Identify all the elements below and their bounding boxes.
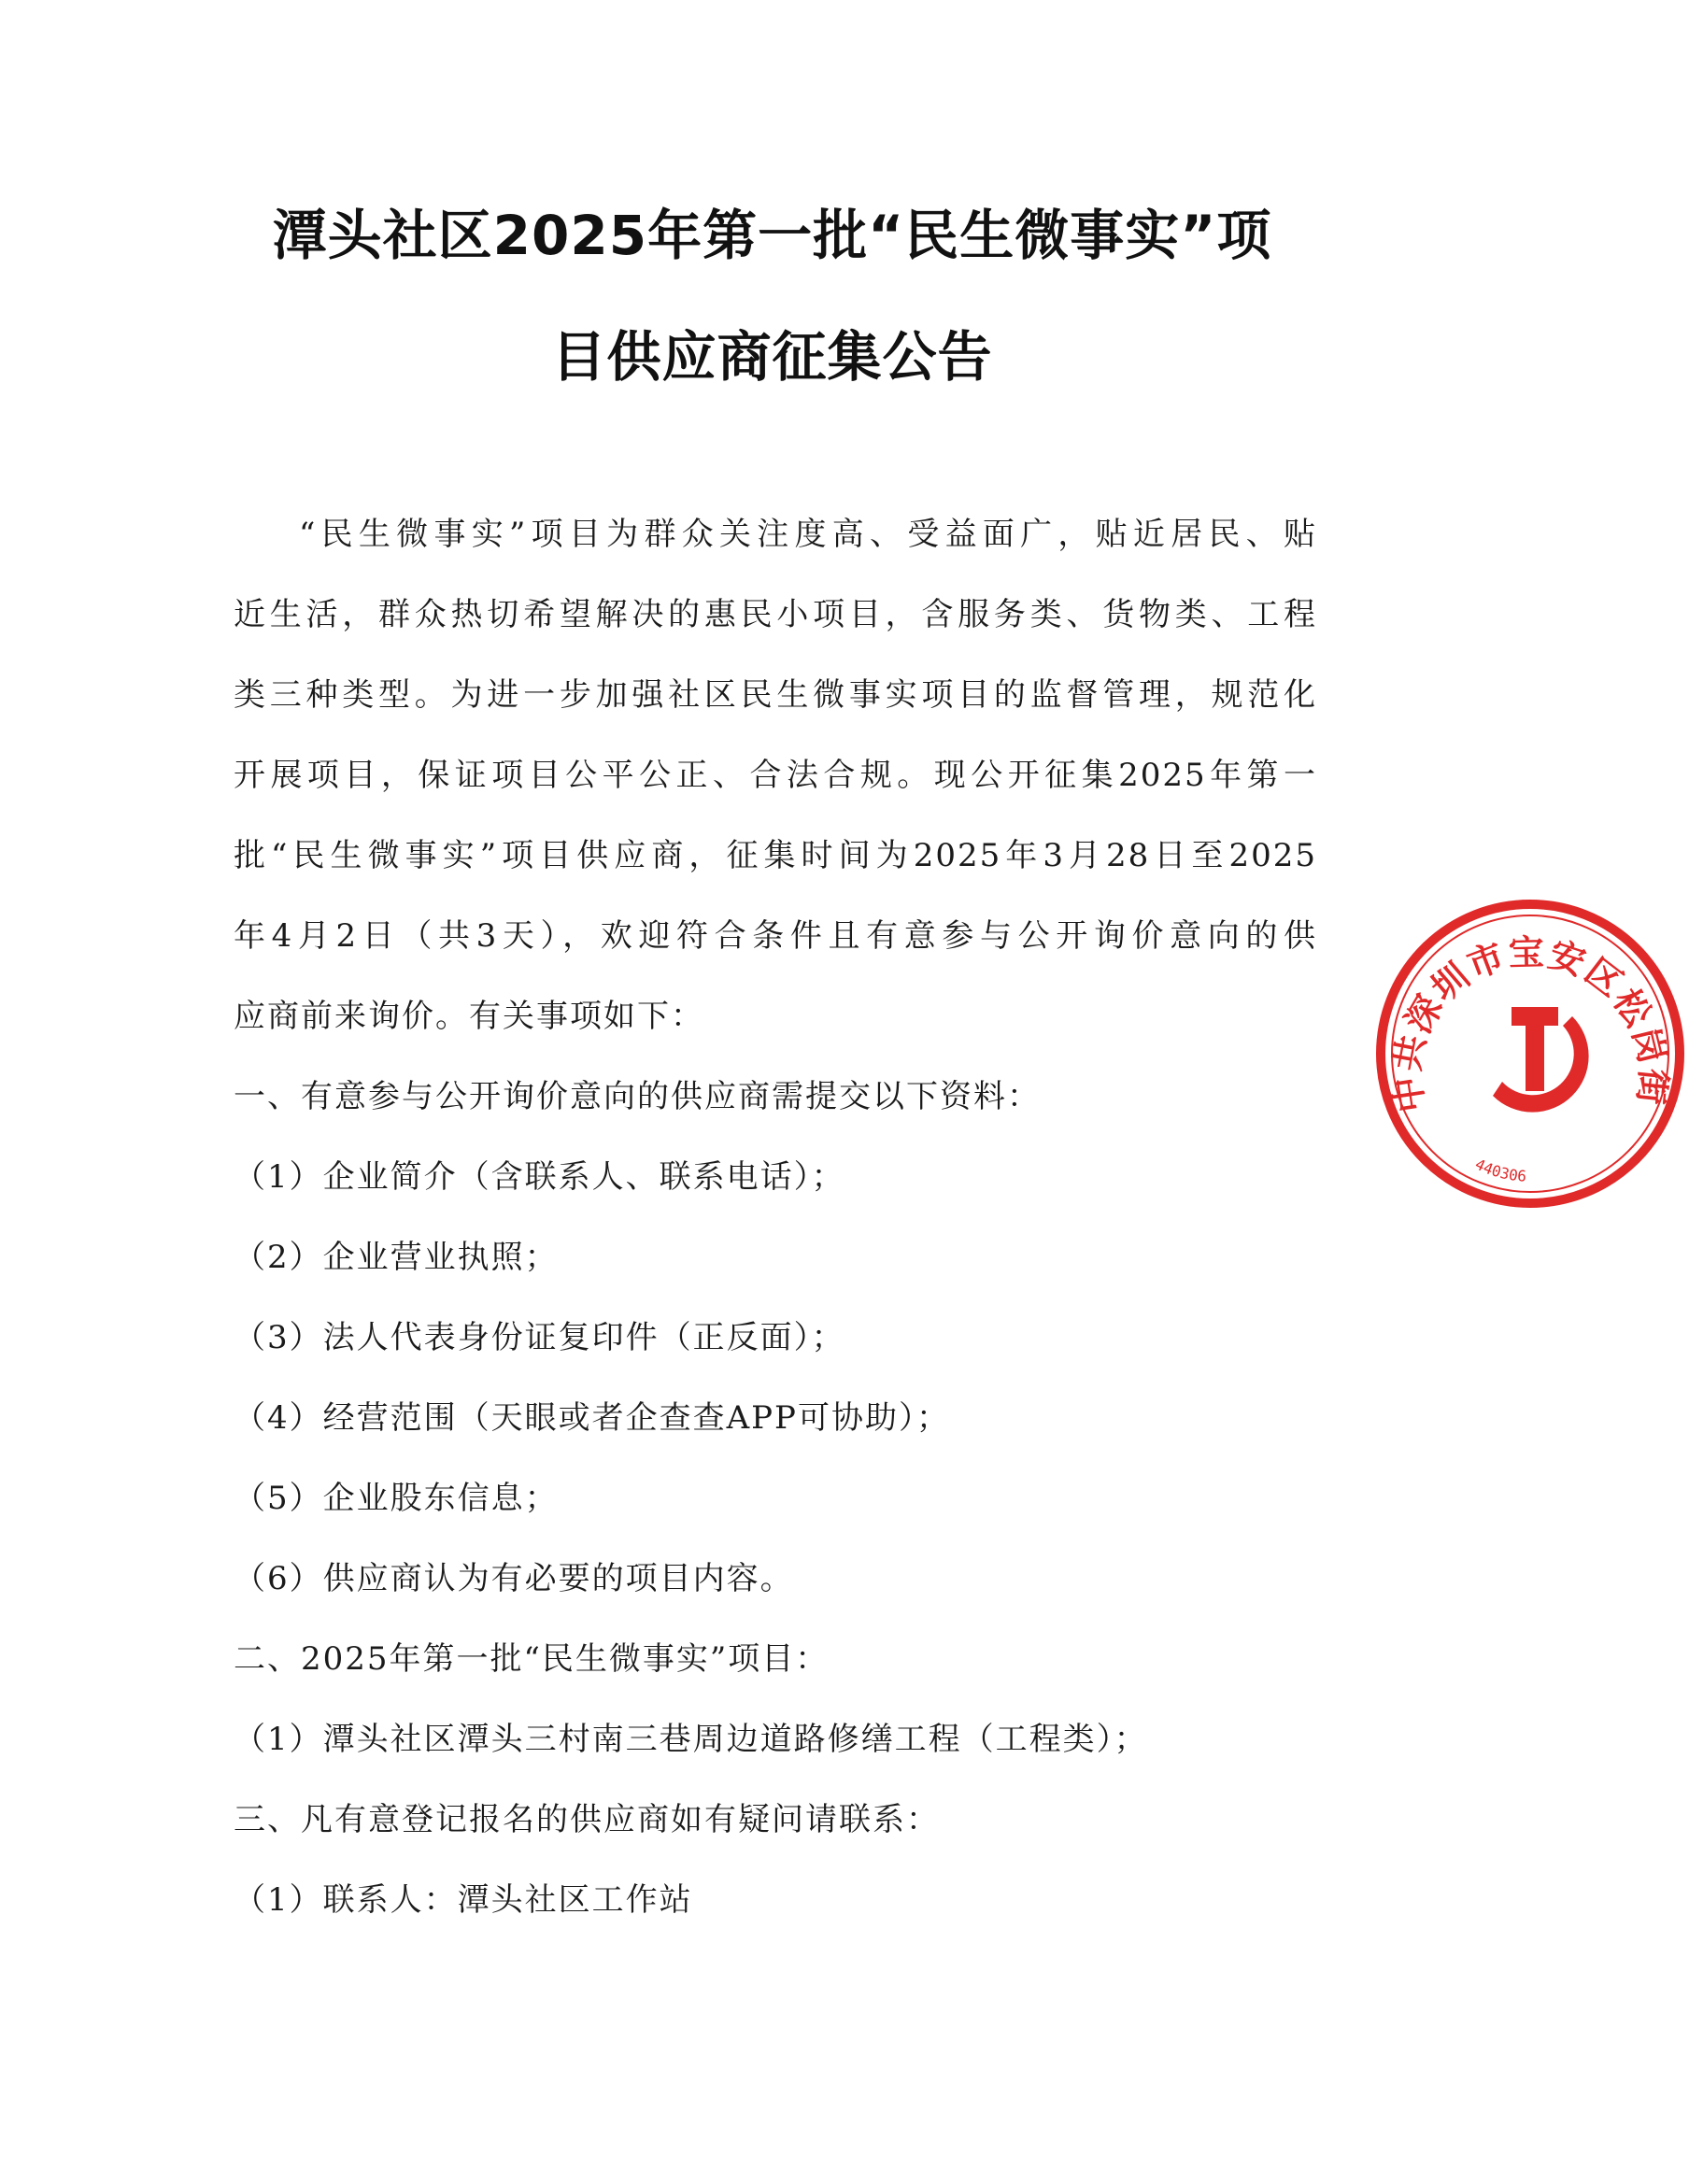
section1-item: （4）经营范围（天眼或者企查查APP可协助）； xyxy=(234,1399,950,1437)
section3-item: （1）联系人：潭头社区工作站 xyxy=(234,1881,693,1919)
document-title-line-1: 潭头社区2025年第一批“民生微事实”项 xyxy=(272,204,1272,267)
section1-item: （3）法人代表身份证复印件（正反面）； xyxy=(234,1319,845,1356)
intro-line: “民生微事实”项目为群众关注度高、受益面广，贴近居民、贴 xyxy=(299,516,1317,553)
intro-line: 开展项目，保证项目公平公正、合法合规。现公开征集2025年第一 xyxy=(234,757,1317,794)
intro-line: 年4月2日（共3天），欢迎符合条件且有意参与公开询价意向的供 xyxy=(234,917,1317,955)
section2-heading: 二、2025年第一批“民生微事实”项目： xyxy=(234,1640,830,1678)
section2-item: （1）潭头社区潭头三村南三巷周边道路修缮工程（工程类）； xyxy=(234,1721,1148,1758)
section1-item: （1）企业简介（含联系人、联系电话）； xyxy=(234,1158,845,1196)
intro-line: 批“民生微事实”项目供应商，征集时间为2025年3月28日至2025 xyxy=(234,837,1317,874)
intro-line: 类三种类型。为进一步加强社区民生微事实项目的监督管理，规范化 xyxy=(234,676,1317,714)
section1-item: （5）企业股东信息； xyxy=(234,1480,559,1517)
document-title-line-2: 目供应商征集公告 xyxy=(551,325,993,389)
section1-item: （2）企业营业执照； xyxy=(234,1239,559,1276)
intro-line: 近生活，群众热切希望解决的惠民小项目，含服务类、货物类、工程 xyxy=(234,596,1317,633)
seal-text: 中共深圳市宝安区松岗街 xyxy=(1385,931,1675,1115)
section1-item: （6）供应商认为有必要的项目内容。 xyxy=(234,1560,794,1597)
party-emblem-icon xyxy=(1493,1007,1589,1113)
intro-line: 应商前来询价。有关事项如下： xyxy=(234,998,704,1035)
section1-heading: 一、有意参与公开询价意向的供应商需提交以下资料： xyxy=(234,1078,1041,1115)
section3-heading: 三、凡有意登记报名的供应商如有疑问请联系： xyxy=(234,1801,940,1838)
official-seal xyxy=(1371,895,1689,1213)
seal-code: 440306 xyxy=(1472,1155,1527,1185)
